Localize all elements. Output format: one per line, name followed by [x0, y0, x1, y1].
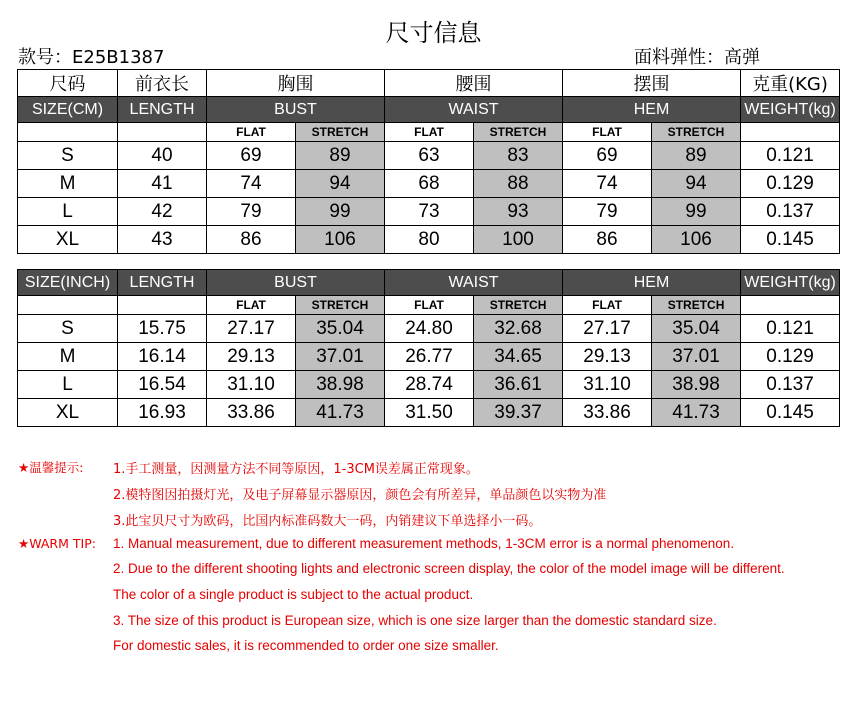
- cell-bust-flat: 86: [207, 226, 296, 254]
- en-note-2: 2. Due to the different shooting lights and electronic screen display, the color of the model image will be different.: [113, 561, 785, 576]
- cell-hem-flat: 79: [563, 198, 652, 226]
- cell-bust-stretch: 106: [296, 226, 385, 254]
- header-cn-weight: 克重(KG): [741, 70, 840, 97]
- cell-bust-stretch: 94: [296, 170, 385, 198]
- cell-hem-stretch: 106: [652, 226, 741, 254]
- subheader-stretch: STRETCH: [474, 296, 563, 315]
- cell-weight: 0.137: [741, 371, 840, 399]
- en-note-2b: The color of a single product is subject to the actual product.: [113, 587, 474, 602]
- cell-length: 40: [118, 142, 207, 170]
- subheader-flat: FLAT: [207, 123, 296, 142]
- header-en-weight: WEIGHT(kg): [741, 270, 840, 296]
- table-row: [18, 399, 840, 427]
- subheader-stretch: STRETCH: [652, 123, 741, 142]
- cell-length: 41: [118, 170, 207, 198]
- table-row: [18, 343, 840, 371]
- cell-waist-flat: 68: [385, 170, 474, 198]
- cn-note-2: 2.模特图因拍摄灯光，及电子屏幕显示器原因，颜色会有所差异，单品颜色以实物为准: [113, 488, 607, 503]
- cell-hem-flat: 31.10: [563, 371, 652, 399]
- cell-weight: 0.145: [741, 399, 840, 427]
- cell-hem-stretch: 35.04: [652, 315, 741, 343]
- cell-bust-stretch: 89: [296, 142, 385, 170]
- subheader-empty: [741, 296, 840, 315]
- cell-hem-stretch: 89: [652, 142, 741, 170]
- table-row: [18, 226, 840, 254]
- style-number: 款号：E25B1387: [18, 47, 165, 68]
- cell-bust-flat: 29.13: [207, 343, 296, 371]
- cell-size: XL: [18, 399, 118, 427]
- cell-weight: 0.137: [741, 198, 840, 226]
- header-en-length: LENGTH: [118, 270, 207, 296]
- cell-waist-flat: 24.80: [385, 315, 474, 343]
- table-row: [18, 170, 840, 198]
- cell-bust-stretch: 35.04: [296, 315, 385, 343]
- cell-bust-flat: 79: [207, 198, 296, 226]
- cell-waist-stretch: 83: [474, 142, 563, 170]
- cell-hem-stretch: 38.98: [652, 371, 741, 399]
- size-table-inch: [17, 269, 840, 427]
- cell-waist-flat: 80: [385, 226, 474, 254]
- subheader-stretch: STRETCH: [652, 296, 741, 315]
- cell-weight: 0.145: [741, 226, 840, 254]
- subheader-row: [18, 123, 840, 142]
- en-note-3: 3. The size of this product is European size, which is one size larger than the domestic standard size.: [113, 613, 717, 628]
- subheader-flat: FLAT: [563, 296, 652, 315]
- cell-hem-flat: 33.86: [563, 399, 652, 427]
- cell-waist-stretch: 36.61: [474, 371, 563, 399]
- cell-weight: 0.121: [741, 142, 840, 170]
- cell-waist-flat: 31.50: [385, 399, 474, 427]
- header-cn-size: 尺码: [18, 70, 118, 97]
- subheader-empty: [118, 123, 207, 142]
- header-row-en: [18, 97, 840, 123]
- subheader-empty: [741, 123, 840, 142]
- table-row: [18, 198, 840, 226]
- header-en-hem: HEM: [563, 270, 741, 296]
- header-en-size: SIZE(CM): [18, 97, 118, 123]
- subheader-flat: FLAT: [563, 123, 652, 142]
- cell-waist-stretch: 100: [474, 226, 563, 254]
- cell-bust-stretch: 99: [296, 198, 385, 226]
- header-row-en: [18, 270, 840, 296]
- cell-size: S: [18, 142, 118, 170]
- subheader-stretch: STRETCH: [296, 296, 385, 315]
- cell-hem-stretch: 37.01: [652, 343, 741, 371]
- cell-waist-flat: 63: [385, 142, 474, 170]
- header-en-weight: WEIGHT(kg): [741, 97, 840, 123]
- subheader-flat: FLAT: [385, 123, 474, 142]
- cell-hem-stretch: 94: [652, 170, 741, 198]
- header-en-hem: HEM: [563, 97, 741, 123]
- en-note-3b: For domestic sales, it is recommended to order one size smaller.: [113, 638, 499, 653]
- cell-waist-stretch: 32.68: [474, 315, 563, 343]
- cell-bust-flat: 33.86: [207, 399, 296, 427]
- cell-weight: 0.129: [741, 170, 840, 198]
- cell-length: 43: [118, 226, 207, 254]
- cell-hem-flat: 74: [563, 170, 652, 198]
- cell-size: XL: [18, 226, 118, 254]
- header-en-bust: BUST: [207, 97, 385, 123]
- cell-length: 15.75: [118, 315, 207, 343]
- subheader-empty: [18, 296, 118, 315]
- page-title: 尺寸信息: [385, 19, 482, 47]
- cn-note-3: 3.此宝贝尺寸为欧码，比国内标准码数大一码，内销建议下单选择小一码。: [113, 514, 542, 529]
- header-en-size: SIZE(INCH): [18, 270, 118, 296]
- table-row: [18, 371, 840, 399]
- cn-note-1: 1.手工测量，因测量方法不同等原因，1-3CM误差属正常现象。: [113, 462, 479, 477]
- subheader-stretch: STRETCH: [474, 123, 563, 142]
- header-cn-length: 前衣长: [118, 70, 207, 97]
- cell-length: 16.93: [118, 399, 207, 427]
- cell-weight: 0.121: [741, 315, 840, 343]
- en-tip-label: ★WARM TIP:: [18, 536, 96, 551]
- header-cn-bust: 胸围: [207, 70, 385, 97]
- cell-hem-stretch: 99: [652, 198, 741, 226]
- cell-length: 16.14: [118, 343, 207, 371]
- cell-length: 16.54: [118, 371, 207, 399]
- fabric-elasticity: 面料弹性：高弹: [634, 47, 760, 68]
- cell-bust-flat: 74: [207, 170, 296, 198]
- subheader-empty: [118, 296, 207, 315]
- table-row: [18, 142, 840, 170]
- table-row: [18, 315, 840, 343]
- cell-bust-flat: 69: [207, 142, 296, 170]
- subheader-empty: [18, 123, 118, 142]
- cell-waist-stretch: 34.65: [474, 343, 563, 371]
- cell-size: M: [18, 170, 118, 198]
- cell-hem-flat: 69: [563, 142, 652, 170]
- subheader-flat: FLAT: [385, 296, 474, 315]
- cell-bust-flat: 31.10: [207, 371, 296, 399]
- cell-length: 42: [118, 198, 207, 226]
- header-cn-hem: 摆围: [563, 70, 741, 97]
- cell-size: M: [18, 343, 118, 371]
- cell-hem-flat: 86: [563, 226, 652, 254]
- header-en-length: LENGTH: [118, 97, 207, 123]
- cell-bust-stretch: 38.98: [296, 371, 385, 399]
- cell-hem-flat: 29.13: [563, 343, 652, 371]
- header-en-waist: WAIST: [385, 97, 563, 123]
- cell-waist-flat: 26.77: [385, 343, 474, 371]
- subheader-flat: FLAT: [207, 296, 296, 315]
- header-cn-waist: 腰围: [385, 70, 563, 97]
- cell-hem-stretch: 41.73: [652, 399, 741, 427]
- cell-waist-stretch: 93: [474, 198, 563, 226]
- cell-hem-flat: 27.17: [563, 315, 652, 343]
- cn-tip-label: ★温馨提示:: [18, 460, 84, 475]
- cell-weight: 0.129: [741, 343, 840, 371]
- cell-waist-stretch: 39.37: [474, 399, 563, 427]
- cell-bust-flat: 27.17: [207, 315, 296, 343]
- cell-waist-flat: 73: [385, 198, 474, 226]
- cell-waist-stretch: 88: [474, 170, 563, 198]
- cell-bust-stretch: 37.01: [296, 343, 385, 371]
- cell-waist-flat: 28.74: [385, 371, 474, 399]
- subheader-stretch: STRETCH: [296, 123, 385, 142]
- size-table-cm: [17, 69, 840, 254]
- en-note-1: 1. Manual measurement, due to different measurement methods, 1-3CM error is a normal phenomenon.: [113, 536, 735, 551]
- header-en-bust: BUST: [207, 270, 385, 296]
- header-row-cn: [18, 70, 840, 97]
- cell-size: L: [18, 198, 118, 226]
- cell-bust-stretch: 41.73: [296, 399, 385, 427]
- cell-size: L: [18, 371, 118, 399]
- subheader-row: [18, 296, 840, 315]
- cell-size: S: [18, 315, 118, 343]
- header-en-waist: WAIST: [385, 270, 563, 296]
